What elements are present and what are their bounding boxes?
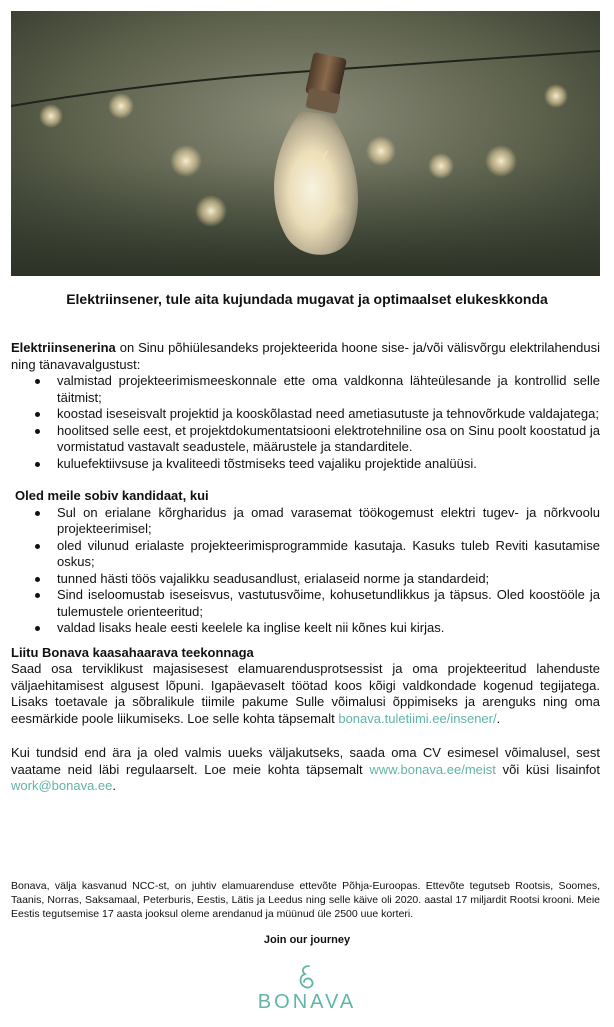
apply-text: Kui tundsid end ära ja oled valmis uueks väljakutseks, saada oma CV esimesel võimalusel, sest vaatame neid läbi regulaarselt. Loe meie kohta täpsemalt	[11, 745, 600, 777]
tasks-list	[11, 373, 600, 472]
list-item: tunned hästi töös vajalikku seadusandlust, erialaseid norme ja standardeid;	[11, 571, 600, 588]
email-link[interactable]: work@bonava.ee	[11, 778, 113, 793]
join-heading: Liitu Bonava kaasahaarava teekonnaga	[11, 644, 254, 660]
intro-paragraph	[11, 340, 600, 373]
join-paragraph	[11, 661, 600, 727]
tuletiimi-link[interactable]: bonava.tuletiimi.ee/insener/	[338, 710, 497, 726]
list-item: oled vilunud erialaste projekteerimisprogrammide kasutaja. Kasuks tuleb Reviti kasutamise oskus;	[11, 538, 600, 571]
apply-paragraph	[11, 745, 600, 795]
apply-text: või küsi lisainfot	[495, 761, 601, 777]
list-item: Sul on erialane kõrgharidus ja omad varasemat töökogemust elektri tugev- ja nõrkvoolu projekteerimisel;	[11, 505, 600, 538]
intro-lead: Elektriinsenerina	[11, 340, 116, 355]
job-description	[11, 340, 600, 795]
join-our-journey: Join our journey	[263, 934, 351, 946]
hero-image	[11, 11, 600, 276]
bonava-meist-link[interactable]: www.bonava.ee/meist	[369, 761, 496, 777]
list-item: valmistad projekteerimismeeskonnale ette oma valdkonna lähteülesande ja kontrollid selle täitmist;	[11, 373, 600, 406]
apply-text-end: .	[112, 778, 116, 793]
bonava-logo-text: BONAVA	[257, 991, 357, 1013]
lightbulb-photo	[11, 11, 600, 276]
page-title: Elektriinsener, tule aita kujundada mugavat ja optimaalset elukeskkonda	[66, 291, 548, 307]
intro-text: on Sinu põhiülesandeks projekteerida hoone sise- ja/või välisvõrgu elektrilahendusi ning tänavavalgustust:	[11, 340, 600, 372]
candidate-heading: Oled meile sobiv kandidaat, kui	[15, 488, 209, 503]
requirements-list	[11, 505, 600, 637]
list-item: Sind iseloomustab iseseisvus, vastutusvõime, kohusetundlikkus ja täpsus. Oled koostööle ja tulemustele orienteeritud;	[11, 587, 600, 620]
list-item: hoolitsed selle eest, et projektdokumentatsiooni elektrotehniline osa on Sinu poolt koostatud ja vormistatud vastavalt seadustele, määrustele ja standarditele.	[11, 423, 600, 456]
company-about: Bonava, välja kasvanud NCC-st, on juhtiv elamuarenduse ettevõte Põhja-Euroopas. Ettevõte tegutseb Rootsis, Soomes, Taanis, Norras, Saksamaal, Peterburis, Eestis, Lätis ja Leedus ning selle käive oli 2020. aastal 17 miljardit Rootsi krooni. Meie Eestis tegutsemise 17 aasta jooksul oleme arendanud ja müünud üle 2500 uue korteri.	[11, 879, 600, 920]
list-item: koostad iseseisvalt projektid ja kooskõlastad need ametiasutuste ja tehnovõrkude valdajatega;	[11, 406, 600, 423]
list-item: kuluefektiivsuse ja kvaliteedi tõstmiseks teed vajaliku projektide analüüsi.	[11, 456, 600, 473]
join-text: Saad osa terviklikust majasisesest elamuarendusprotsessist ja oma projekteeritud lahenduste väljaehitamisest algusest lõpuni. Igapäevaselt töötad koos kõigi valdkondade kogenud tegijatega. Lisaks toetavale ja sõbralikule tiimile pakume Sulle võimalusi õppimiseks ja arenguks ning oma eesmärkide poole liikumiseks. Loe selle kohta täpsemalt	[11, 661, 600, 726]
list-item: valdad lisaks heale eesti keelele ka inglise keelt nii kõnes kui kirjas.	[11, 620, 600, 637]
join-text-end: .	[496, 710, 501, 726]
